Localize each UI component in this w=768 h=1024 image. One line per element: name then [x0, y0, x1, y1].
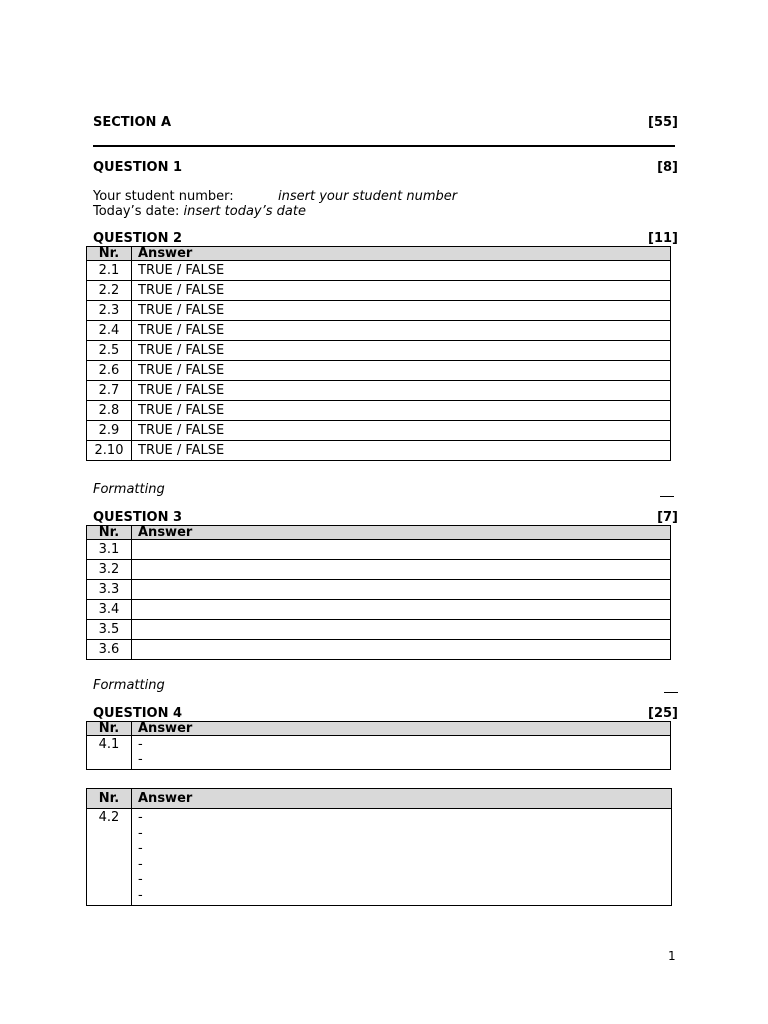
answer-column-header: Answer: [132, 247, 671, 261]
table-row: [87, 580, 671, 600]
student-number-label: Your student number:: [93, 189, 234, 204]
row-number: 4.1: [87, 736, 132, 770]
nr-column-header: Nr.: [87, 722, 132, 736]
table-row: [87, 540, 671, 560]
section-marks: [55]: [648, 115, 678, 130]
question-2-formatting-label: Formatting: [93, 482, 165, 497]
nr-column-header: Nr.: [87, 789, 132, 809]
question-2-formatting-blank[interactable]: [660, 496, 674, 497]
date-label: Today’s date:: [93, 204, 180, 219]
question-2-marks: [11]: [648, 231, 678, 246]
question-4-title: QUESTION 4: [93, 706, 183, 721]
answer-line[interactable]: -: [138, 752, 143, 767]
row-number: 2.5: [87, 341, 132, 361]
table-row: [87, 736, 671, 770]
answer-cell[interactable]: [132, 736, 671, 770]
answer-cell[interactable]: TRUE / FALSE: [132, 261, 671, 281]
answer-line[interactable]: -: [138, 825, 143, 841]
nr-column-header: Nr.: [87, 526, 132, 540]
row-number: 4.2: [87, 809, 132, 906]
table-row: [87, 401, 671, 421]
section-heading: [93, 115, 678, 130]
row-number: 2.8: [87, 401, 132, 421]
answer-line[interactable]: -: [138, 810, 143, 825]
table-header-row: [87, 789, 672, 809]
answer-cell[interactable]: [132, 540, 671, 560]
table-row: [87, 361, 671, 381]
question-2-title: QUESTION 2: [93, 231, 183, 246]
row-number: 3.6: [87, 640, 132, 660]
answer-cell[interactable]: TRUE / FALSE: [132, 401, 671, 421]
table-row: [87, 809, 672, 906]
answer-cell[interactable]: TRUE / FALSE: [132, 321, 671, 341]
row-number: 2.10: [87, 441, 132, 461]
table-header-row: [87, 722, 671, 736]
table-row: [87, 441, 671, 461]
table-row: [87, 341, 671, 361]
answer-line[interactable]: -: [138, 841, 143, 856]
answer-line[interactable]: -: [138, 856, 143, 872]
question-4-heading: [93, 706, 678, 721]
question-3-formatting-blank[interactable]: [664, 692, 678, 693]
question-3-answer-table: [86, 525, 671, 660]
answer-cell[interactable]: [132, 600, 671, 620]
answer-cell[interactable]: TRUE / FALSE: [132, 421, 671, 441]
answer-column-header: Answer: [132, 722, 671, 736]
answer-cell[interactable]: [132, 560, 671, 580]
row-number: 2.2: [87, 281, 132, 301]
table-header-row: [87, 247, 671, 261]
table-row: [87, 321, 671, 341]
table-row: [87, 560, 671, 580]
answer-cell[interactable]: TRUE / FALSE: [132, 281, 671, 301]
table-row: [87, 281, 671, 301]
table-header-row: [87, 526, 671, 540]
answer-line[interactable]: -: [138, 872, 143, 887]
section-title: SECTION A: [93, 115, 172, 130]
answer-cell[interactable]: TRUE / FALSE: [132, 441, 671, 461]
answer-cell[interactable]: TRUE / FALSE: [132, 361, 671, 381]
table-row: [87, 301, 671, 321]
answer-line[interactable]: -: [138, 737, 143, 752]
answer-cell[interactable]: TRUE / FALSE: [132, 381, 671, 401]
row-number: 2.3: [87, 301, 132, 321]
question-3-title: QUESTION 3: [93, 510, 183, 525]
question-1-marks: [8]: [657, 160, 678, 175]
row-number: 2.7: [87, 381, 132, 401]
row-number: 3.1: [87, 540, 132, 560]
answer-cell[interactable]: TRUE / FALSE: [132, 341, 671, 361]
answer-cell[interactable]: [132, 640, 671, 660]
row-number: 3.2: [87, 560, 132, 580]
question-3-marks: [7]: [657, 510, 678, 525]
question-3-heading: [93, 510, 678, 525]
answer-column-header: Answer: [132, 526, 671, 540]
table-row: [87, 620, 671, 640]
row-number: 2.6: [87, 361, 132, 381]
question-4-marks: [25]: [648, 706, 678, 721]
nr-column-header: Nr.: [87, 247, 132, 261]
question-3-formatting-label: Formatting: [93, 678, 165, 693]
section-divider: [93, 145, 675, 147]
question-2-heading: [93, 231, 678, 246]
row-number: 2.9: [87, 421, 132, 441]
student-number-line: [93, 189, 234, 204]
answer-cell[interactable]: [132, 580, 671, 600]
date-field[interactable]: insert today’s date: [183, 204, 306, 219]
table-row: [87, 600, 671, 620]
question-2-answer-table: [86, 246, 671, 461]
question-4-1-answer-table: [86, 721, 671, 770]
answer-column-header: Answer: [132, 789, 672, 809]
answer-cell[interactable]: [132, 620, 671, 640]
table-row: [87, 381, 671, 401]
row-number: 3.4: [87, 600, 132, 620]
table-row: [87, 421, 671, 441]
row-number: 2.1: [87, 261, 132, 281]
page-number: 1: [668, 949, 676, 963]
question-1-heading: [93, 160, 678, 175]
row-number: 2.4: [87, 321, 132, 341]
row-number: 3.3: [87, 580, 132, 600]
table-row: [87, 261, 671, 281]
answer-line[interactable]: -: [138, 887, 143, 903]
date-line: [93, 204, 306, 219]
question-1-title: QUESTION 1: [93, 160, 183, 175]
student-number-field[interactable]: insert your student number: [278, 189, 458, 204]
question-4-2-answer-table: [86, 788, 672, 906]
answer-cell[interactable]: TRUE / FALSE: [132, 301, 671, 321]
table-row: [87, 640, 671, 660]
answer-cell[interactable]: [132, 809, 672, 906]
row-number: 3.5: [87, 620, 132, 640]
